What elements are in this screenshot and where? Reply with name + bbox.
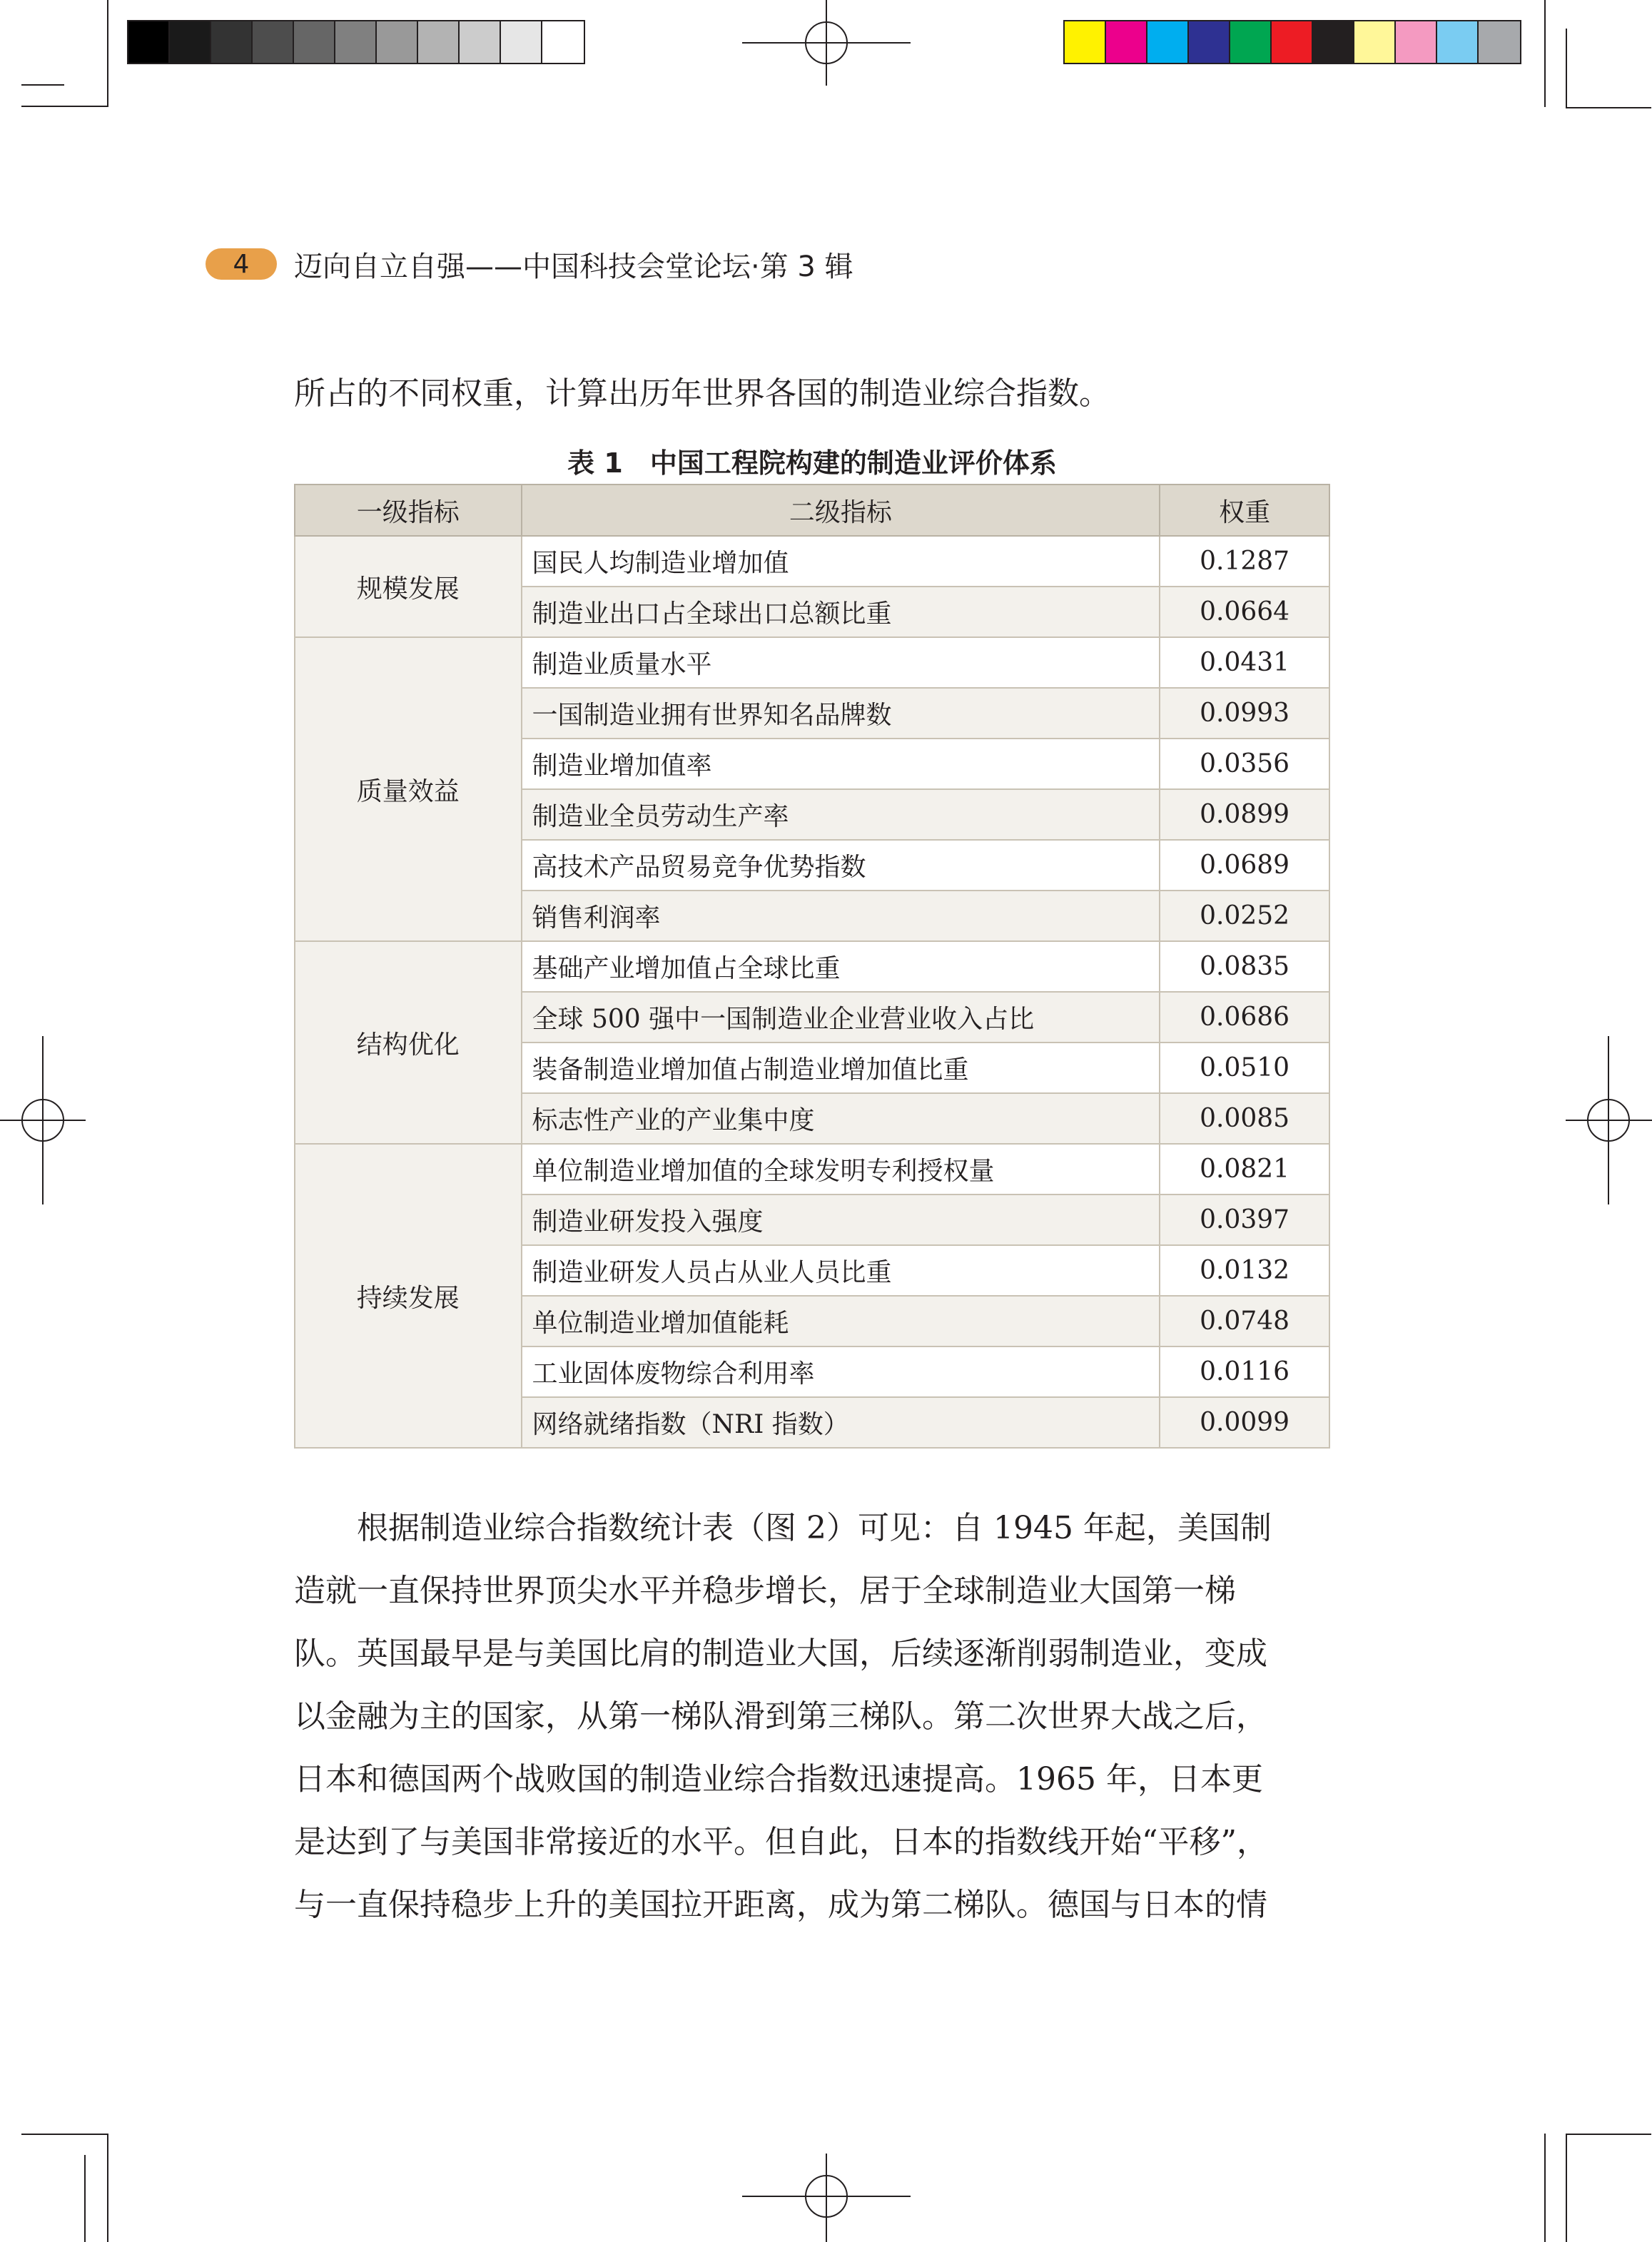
weight-value: 0.0748: [1160, 1296, 1329, 1346]
crop-mark: [21, 84, 64, 86]
intro-line: 所占的不同权重，计算出历年世界各国的制造业综合指数。: [294, 375, 1110, 412]
color-swatch: [253, 21, 294, 63]
weight-value: 0.1287: [1160, 536, 1329, 587]
level2-indicator: 全球 500 强中一国制造业企业营业收入占比: [522, 992, 1160, 1043]
crop-mark: [1566, 29, 1567, 108]
color-swatch: [1230, 21, 1272, 63]
level2-indicator: 单位制造业增加值的全球发明专利授权量: [522, 1144, 1160, 1194]
table-header-row: [295, 485, 1329, 536]
level2-indicator: 工业固体废物综合利用率: [522, 1346, 1160, 1397]
crop-mark: [1544, 0, 1546, 107]
crop-mark: [84, 2155, 86, 2242]
color-swatch: [335, 21, 377, 63]
paragraph-line: 日本和德国两个战败国的制造业综合指数迅速提高。1965 年，日本更: [294, 1761, 1263, 1797]
weight-value: 0.0835: [1160, 941, 1329, 992]
level2-indicator: 制造业研发人员占从业人员比重: [522, 1245, 1160, 1296]
level1-indicator: 质量效益: [295, 637, 522, 941]
color-swatch: [1396, 21, 1437, 63]
level2-indicator: 制造业出口占全球出口总额比重: [522, 587, 1160, 637]
table-row: [295, 1144, 1329, 1194]
level2-indicator: 基础产业增加值占全球比重: [522, 941, 1160, 992]
paragraph-line: 队。英国最早是与美国比肩的制造业大国，后续逐渐削弱制造业，变成: [294, 1635, 1267, 1672]
weight-value: 0.0993: [1160, 688, 1329, 739]
evaluation-table: [294, 484, 1330, 1449]
table-caption: 表 1 中国工程院构建的制造业评价体系: [567, 447, 1057, 479]
weight-value: 0.0686: [1160, 992, 1329, 1043]
running-header-title: 迈向自立自强——中国科技会堂论坛·第 3 辑: [294, 250, 853, 283]
weight-value: 0.0116: [1160, 1346, 1329, 1397]
paragraph-line: 是达到了与美国非常接近的水平。但自此，日本的指数线开始“平移”，: [294, 1824, 1268, 1860]
color-swatch: [460, 21, 501, 63]
level1-indicator: 持续发展: [295, 1144, 522, 1448]
crop-mark: [1566, 2134, 1567, 2242]
level2-indicator: 国民人均制造业增加值: [522, 536, 1160, 587]
crop-mark: [1566, 107, 1651, 108]
weight-value: 0.0821: [1160, 1144, 1329, 1194]
column-header-level1: 一级指标: [295, 485, 522, 536]
color-swatch: [128, 21, 170, 63]
table-row: [295, 536, 1329, 587]
color-swatch: [294, 21, 335, 63]
crop-mark: [107, 2134, 108, 2242]
color-swatch: [542, 21, 584, 63]
color-swatch: [418, 21, 460, 63]
paragraph-line: 造就一直保持世界顶尖水平并稳步增长，居于全球制造业大国第一梯: [294, 1573, 1236, 1609]
level2-indicator: 一国制造业拥有世界知名品牌数: [522, 688, 1160, 739]
weight-value: 0.0899: [1160, 789, 1329, 840]
color-swatch: [1313, 21, 1354, 63]
level2-indicator: 制造业全员劳动生产率: [522, 789, 1160, 840]
table-row: [295, 941, 1329, 992]
crop-mark: [21, 106, 108, 107]
level2-indicator: 制造业质量水平: [522, 637, 1160, 688]
weight-value: 0.0664: [1160, 587, 1329, 637]
color-swatch: [377, 21, 418, 63]
column-header-level2: 二级指标: [522, 485, 1160, 536]
level2-indicator: 制造业研发投入强度: [522, 1194, 1160, 1245]
weight-value: 0.0397: [1160, 1194, 1329, 1245]
page-number-badge: 4: [206, 248, 277, 280]
level2-indicator: 装备制造业增加值占制造业增加值比重: [522, 1043, 1160, 1093]
level1-indicator: 结构优化: [295, 941, 522, 1144]
weight-value: 0.0689: [1160, 840, 1329, 891]
color-swatch: [1354, 21, 1396, 63]
paragraph-line: 与一直保持稳步上升的美国拉开距离，成为第二梯队。德国与日本的情: [294, 1887, 1267, 1923]
color-swatch: [1437, 21, 1479, 63]
level2-indicator: 网络就绪指数（NRI 指数）: [522, 1397, 1160, 1448]
level1-indicator: 规模发展: [295, 536, 522, 637]
weight-value: 0.0431: [1160, 637, 1329, 688]
level2-indicator: 标志性产业的产业集中度: [522, 1093, 1160, 1144]
column-header-weight: 权重: [1160, 485, 1329, 536]
crop-mark: [1544, 2134, 1546, 2242]
paragraph-line: 根据制造业综合指数统计表（图 2）可见：自 1945 年起，美国制: [294, 1510, 1272, 1546]
color-swatch: [1106, 21, 1147, 63]
level2-indicator: 销售利润率: [522, 891, 1160, 941]
weight-value: 0.0356: [1160, 739, 1329, 789]
color-swatch: [211, 21, 253, 63]
weight-value: 0.0510: [1160, 1043, 1329, 1093]
table-row: [295, 637, 1329, 688]
grayscale-color-bar: [127, 20, 585, 64]
weight-value: 0.0132: [1160, 1245, 1329, 1296]
color-swatch: [1479, 21, 1520, 63]
weight-value: 0.0085: [1160, 1093, 1329, 1144]
paragraph-line: 以金融为主的国家，从第一梯队滑到第三梯队。第二次世界大战之后，: [294, 1698, 1267, 1735]
weight-value: 0.0252: [1160, 891, 1329, 941]
crop-mark: [1566, 2134, 1651, 2135]
crop-mark: [21, 2134, 108, 2135]
color-swatch: [1065, 21, 1106, 63]
process-color-bar: [1063, 20, 1521, 64]
color-swatch: [1272, 21, 1313, 63]
color-swatch: [501, 21, 542, 63]
body-paragraph: [294, 1497, 1330, 1937]
color-swatch: [170, 21, 211, 63]
level2-indicator: 制造业增加值率: [522, 739, 1160, 789]
color-swatch: [1189, 21, 1230, 63]
weight-value: 0.0099: [1160, 1397, 1329, 1448]
level2-indicator: 单位制造业增加值能耗: [522, 1296, 1160, 1346]
crop-mark: [107, 0, 108, 107]
level2-indicator: 高技术产品贸易竞争优势指数: [522, 840, 1160, 891]
color-swatch: [1147, 21, 1189, 63]
